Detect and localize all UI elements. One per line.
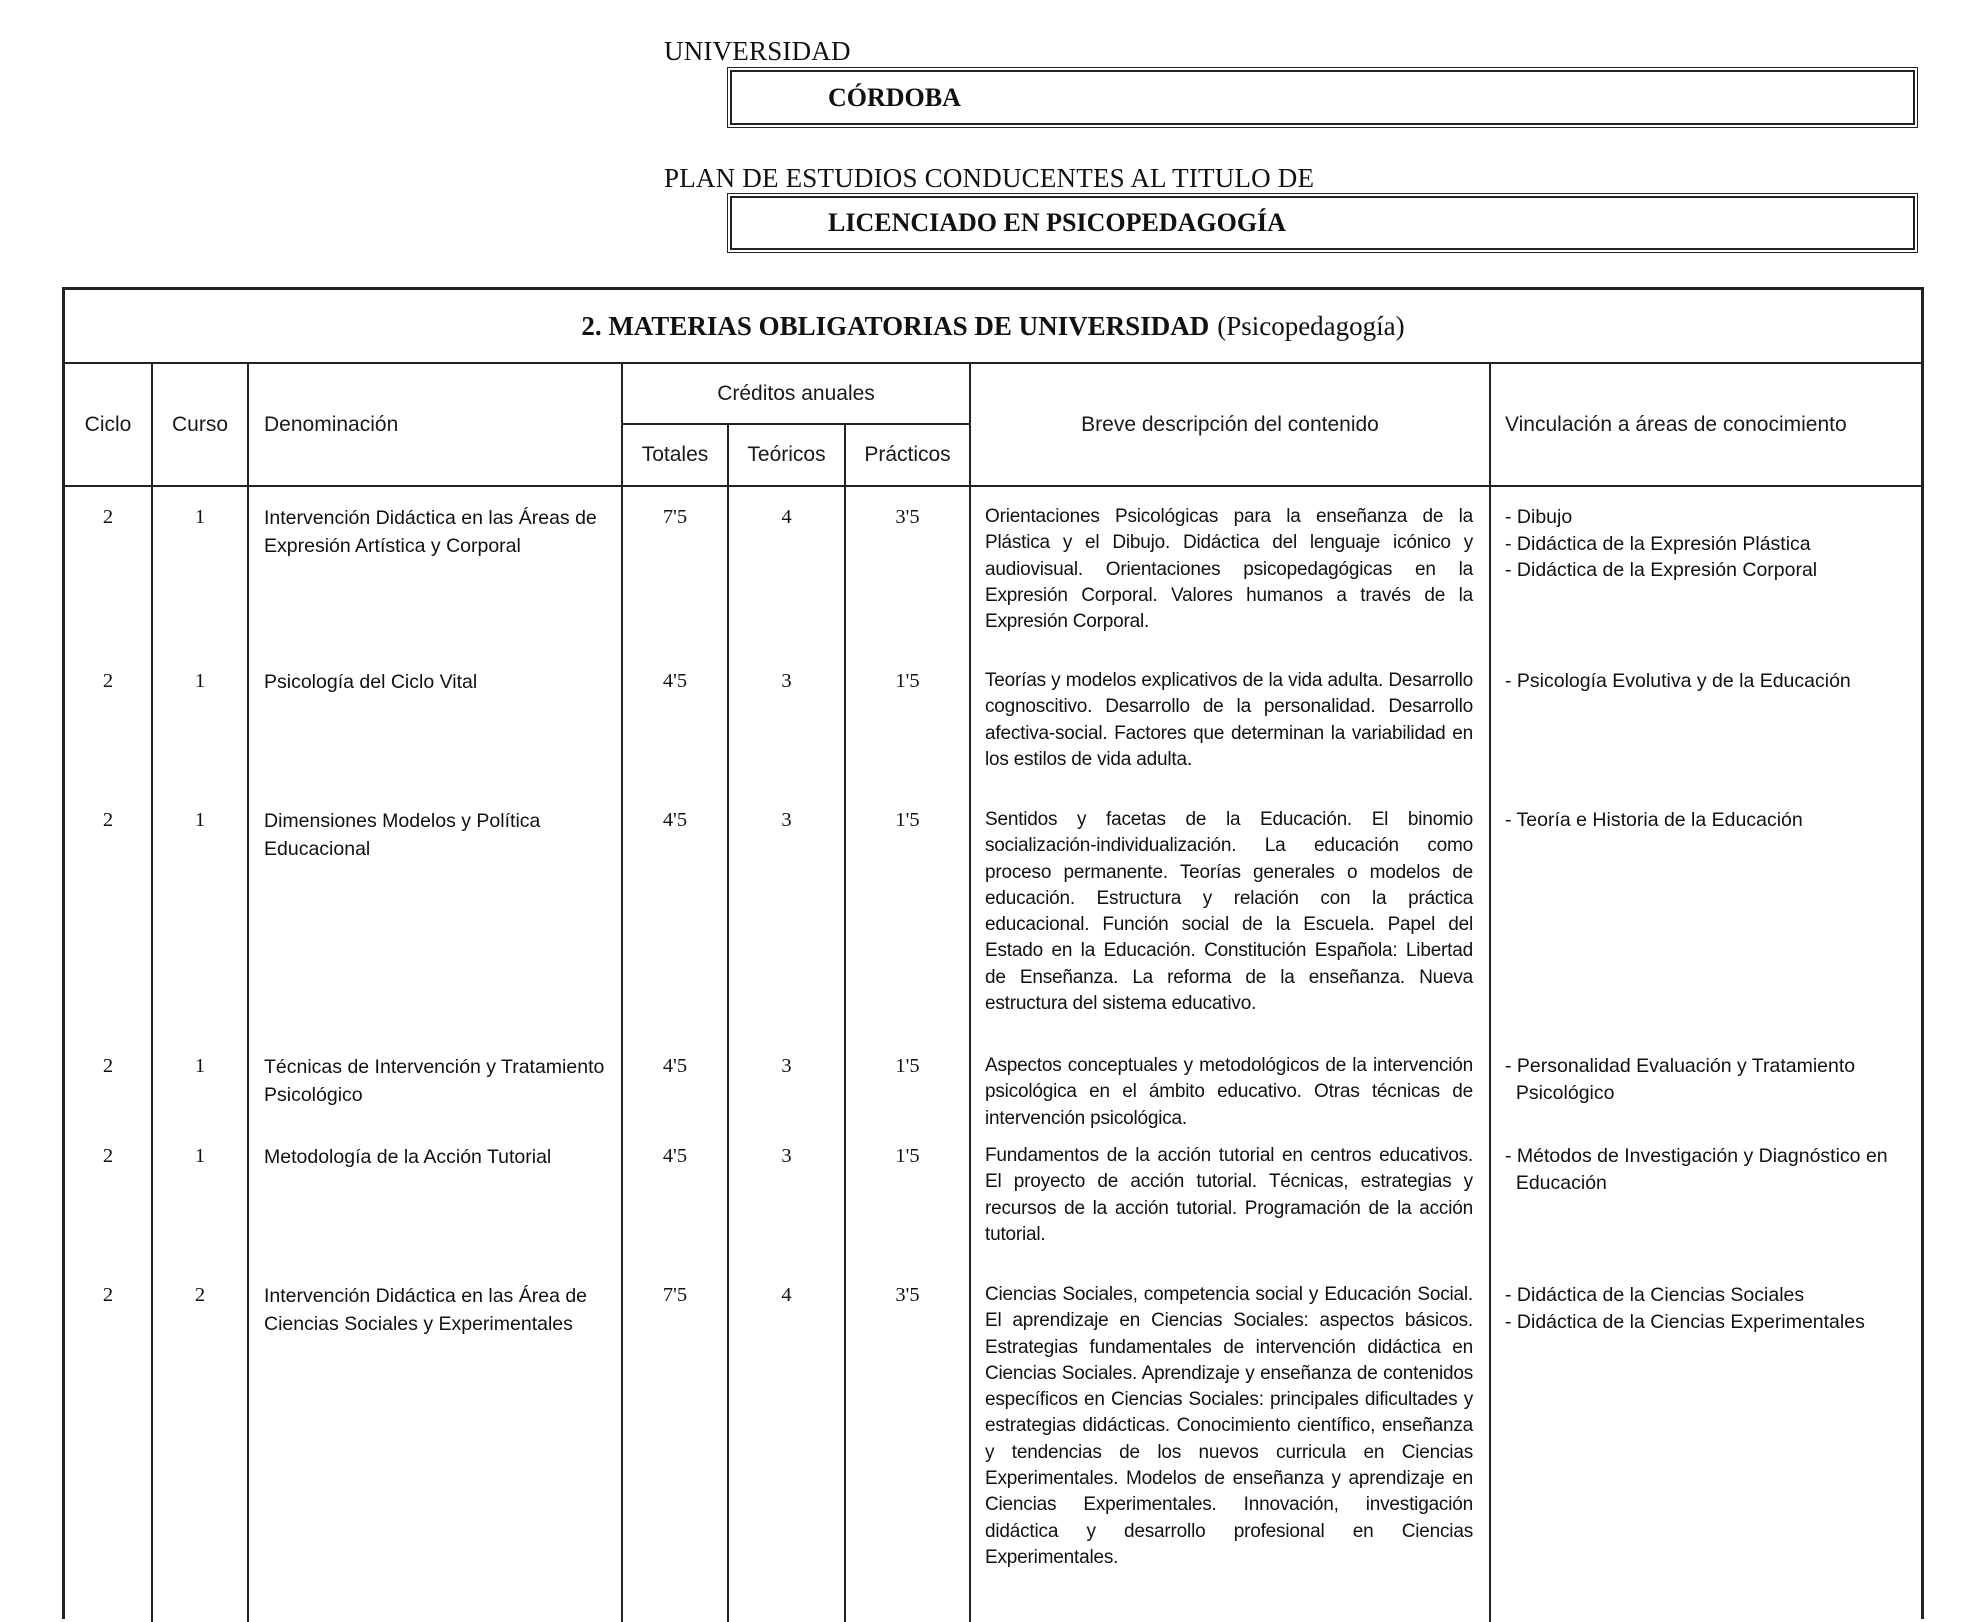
cell-vinculacion: [1505, 1282, 1915, 1335]
cell-totales: 4'5: [662, 1055, 688, 1077]
header-creditos: Créditos anuales: [717, 381, 875, 405]
cell-totales: 4'5: [662, 809, 688, 831]
cell-practicos: 1'5: [895, 670, 920, 692]
area-item: - Didáctica de la Ciencias Experimentales: [1505, 1310, 1865, 1333]
column-divider: [1489, 362, 1491, 1622]
cell-ciclo: 2: [102, 1145, 114, 1167]
header-teoricos: Teóricos: [747, 443, 826, 466]
cell-denominacion: Dimensiones Modelos y Política Educacional: [264, 810, 541, 860]
column-divider: [621, 362, 623, 1622]
cell-teoricos: 4: [781, 1284, 792, 1306]
cell-descripcion: Sentidos y facetas de la Educación. El binomio socialización-individualización. La educación como proceso permanente. Teorías generales o modelos de educación. Estructura y relación con la práctica educacional. Función social de la Escuela. Papel del Estado en la Educación. Constitución Española: Libertad de Enseñanza. La reforma de la enseñanza. Nueva estructura del sistema educativo.: [985, 809, 1473, 1015]
cell-curso: 2: [194, 1284, 206, 1306]
area-item: - Didáctica de la Ciencias Sociales: [1505, 1284, 1805, 1306]
cell-curso: 1: [194, 1145, 206, 1167]
header-denominacion: Denominación: [264, 412, 399, 436]
cell-denominacion: Metodología de la Acción Tutorial: [264, 1146, 552, 1168]
area-item: - Psicología Evolutiva y de la Educación: [1505, 670, 1851, 692]
cell-ciclo: 2: [102, 1284, 114, 1306]
cell-vinculacion: [1505, 807, 1915, 834]
cell-denominacion: Intervención Didáctica en las Área de Ciencias Sociales y Experimentales: [264, 1285, 588, 1335]
cell-totales: 4'5: [662, 670, 688, 692]
cell-vinculacion: [1505, 668, 1915, 695]
university-name-box: [730, 70, 1915, 125]
cell-ciclo: 2: [102, 506, 114, 528]
cell-descripcion: Fundamentos de la acción tutorial en centros educativos. El proyecto de acción tutorial. Técnicas, estrategias y recursos de la acción tutorial. Programación de la acción tutorial.: [985, 1145, 1473, 1245]
area-item: - Teoría e Historia de la Educación: [1505, 809, 1803, 831]
cell-vinculacion: [1505, 1143, 1915, 1196]
header-totales: Totales: [641, 443, 709, 466]
area-item: - Didáctica de la Expresión Plástica: [1505, 532, 1811, 555]
cell-totales: 7'5: [662, 1284, 688, 1306]
area-item: Psicológico: [1505, 1081, 1615, 1104]
cell-descripcion: Orientaciones Psicológicas para la enseñanza de la Plástica y el Dibujo. Didáctica del lenguaje icónico y audiovisual. Orientaciones psicopedagógicas en la Expresión Corporal. Valores humanos a través de la Expresión Corporal.: [985, 506, 1473, 633]
cell-practicos: 1'5: [895, 809, 920, 831]
cell-practicos: 3'5: [895, 1284, 920, 1306]
cell-totales: 4'5: [662, 1145, 688, 1167]
cell-ciclo: 2: [102, 670, 114, 692]
cell-denominacion: Psicología del Ciclo Vital: [264, 671, 478, 693]
cell-teoricos: 3: [781, 809, 792, 831]
column-divider: [247, 362, 249, 1622]
cell-curso: 1: [194, 670, 206, 692]
area-item: - Personalidad Evaluación y Tratamiento: [1505, 1055, 1856, 1077]
header-practicos: Prácticos: [864, 443, 951, 466]
degree-name: LICENCIADO EN PSICOPEDAGOGÍA: [828, 208, 1286, 237]
column-divider: [969, 362, 971, 1622]
area-item: - Didáctica de la Expresión Corporal: [1505, 559, 1818, 581]
university-name: CÓRDOBA: [828, 82, 961, 112]
area-item: - Métodos de Investigación y Diagnóstico en: [1505, 1145, 1888, 1167]
header-descripcion: Breve descripción del contenido: [1081, 412, 1379, 436]
cell-vinculacion: [1505, 504, 1915, 584]
cell-teoricos: 3: [781, 670, 792, 692]
cell-teoricos: 3: [781, 1055, 792, 1077]
cell-curso: 1: [194, 809, 206, 831]
column-divider: [727, 423, 729, 1622]
cell-ciclo: 2: [102, 1055, 114, 1077]
cell-denominacion: Intervención Didáctica en las Áreas de Expresión Artística y Corporal: [264, 507, 597, 557]
cell-teoricos: 4: [781, 506, 792, 528]
section-title-bold: 2. MATERIAS OBLIGATORIAS DE UNIVERSIDAD: [581, 310, 1210, 341]
cell-practicos: 1'5: [895, 1145, 920, 1167]
university-label: UNIVERSIDAD: [664, 36, 851, 66]
cell-descripcion: Ciencias Sociales, competencia social y Educación Social. El aprendizaje en Ciencias Sociales: aspectos básicos. Estrategias fundamentales de intervención didáctica en Ciencias Sociales. Aprendizaje y enseñanza de contenidos específicos en Ciencias Sociales: principales dificultades y estrategias didácticas. Conocimiento científico, enseñanza y tendencias de los nuevos curricula en Ciencias Experimentales. Modelos de enseñanza y aprendizaje en Ciencias Experimentales. Innovación, investigación didáctica y desarrollo profesional en Ciencias Experimentales.: [985, 1284, 1473, 1568]
cell-practicos: 3'5: [895, 506, 920, 528]
cell-teoricos: 3: [781, 1145, 792, 1167]
cell-practicos: 1'5: [895, 1055, 920, 1077]
column-divider: [151, 362, 153, 1622]
cell-vinculacion: [1505, 1053, 1915, 1106]
cell-denominacion: Técnicas de Intervención y Tratamiento Psicológico: [264, 1056, 605, 1106]
subjects-table: [62, 287, 1924, 1619]
cell-descripcion: Aspectos conceptuales y metodológicos de la intervención psicológica en el ámbito educativo. Otras técnicas de intervención psicológica.: [985, 1055, 1473, 1129]
header-curso: Curso: [171, 412, 229, 436]
cell-curso: 1: [194, 506, 206, 528]
area-item: Educación: [1505, 1171, 1607, 1194]
cell-totales: 7'5: [662, 506, 688, 528]
cell-curso: 1: [194, 1055, 206, 1077]
column-divider: [844, 423, 846, 1622]
header-ciclo: Ciclo: [84, 412, 132, 436]
header-bottom-divider: [65, 485, 1921, 487]
section-title: [65, 290, 1921, 364]
area-item: - Dibujo: [1505, 506, 1573, 528]
degree-name-box: [730, 196, 1915, 250]
plan-label: PLAN DE ESTUDIOS CONDUCENTES AL TITULO DE: [664, 163, 1315, 193]
header-vinculacion: Vinculación a áreas de conocimiento: [1505, 412, 1847, 436]
cell-descripcion: Teorías y modelos explicativos de la vida adulta. Desarrollo cognoscitivo. Desarrollo de la personalidad. Desarrollo afectiva-social. Factores que determinan la variabilidad en los estilos de vida adulta.: [985, 670, 1473, 770]
cell-ciclo: 2: [102, 809, 114, 831]
section-title-rest: (Psicopedagogía): [1217, 310, 1405, 341]
